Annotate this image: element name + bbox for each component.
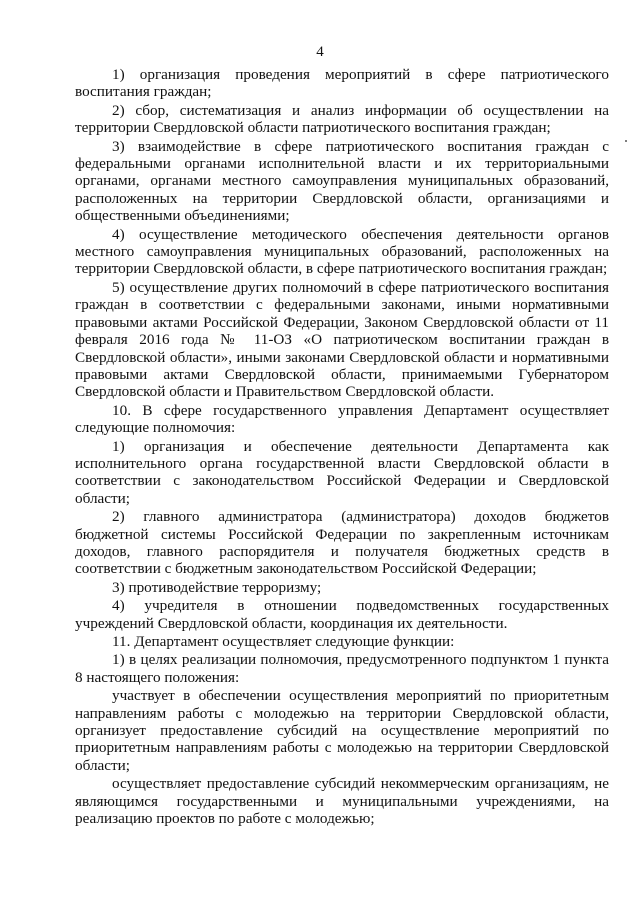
scan-speck	[625, 140, 627, 142]
paragraph-10: 10. В сфере государственного управления Департамент осуществляет следующие полномочия:	[75, 401, 609, 437]
paragraph-9-2: 2) сбор, систематизация и анализ информации об осуществлении на территории Свердловской области патриотического воспитания граждан;	[75, 101, 609, 137]
paragraph-11: 11. Департамент осуществляет следующие функции:	[112, 633, 455, 650]
document-body	[75, 66, 609, 827]
paragraph-10-4: 4) учредителя в отношении подведомственных государственных учреждений Свердловской области, координация их деятельности.	[75, 597, 609, 632]
paragraph-9-3: 3) взаимодействие в сфере патриотического воспитания граждан с федеральными органами исполнительной власти и их территориальными органами, органами местного самоуправления муниципальных образований, расположенных на территории Свердловской области, организациями и общественными объединениями;	[75, 137, 609, 225]
paragraph-11-1-a: участвует в обеспечении осуществления мероприятий по приоритетным направлениям работы с молодежью на территории Свердловской области, организует предоставление субсидий на осуществление мероприятий по приоритетным направлениям работы с молодежью на территории Свердловской области;	[75, 687, 609, 774]
paragraph-11-1-b: осуществляет предоставление субсидий некоммерческим организациям, не являющимся государственными и муниципальными учреждениями, на реализацию проектов по работе с молодежью;	[75, 775, 609, 828]
paragraph-9-5: 5) осуществление других полномочий в сфере патриотического воспитания граждан в соответствии с федеральными законами, иными нормативными правовыми актами Российской Федерации, Законом Свердловской области от 11 февраля 2016 года № 11-ОЗ «О патриотическом воспитании граждан в Свердловской области», иными законами Свердловской области и нормативными правовыми актами Свердловской области, принимаемыми Губернатором Свердловской области и Правительством Свердловской области.	[75, 278, 609, 401]
paragraph-11-1: 1) в целях реализации полномочия, предусмотренного подпунктом 1 пункта 8 настоящего положения:	[75, 651, 609, 686]
paragraph-10-3: 3) противодействие терроризму;	[112, 578, 322, 596]
paragraph-10-1: 1) организация и обеспечение деятельности Департамента как исполнительного органа государственной власти Свердловской области в соответствии с законодательством Российской Федерации и Свердловской области;	[75, 437, 609, 507]
paragraph-9-1: 1) организация проведения мероприятий в сфере патриотического воспитания граждан;	[75, 66, 609, 101]
page-number: 4	[316, 44, 324, 60]
paragraph-10-2: 2) главного администратора (администратора) доходов бюджетов бюджетной системы Российской Федерации по закрепленным источникам доходов, главного распорядителя и получателя бюджетных средств в соответствии с бюджетным законодательством Российской Федерации;	[75, 508, 609, 578]
paragraph-9-4: 4) осуществление методического обеспечения деятельности органов местного самоуправления муниципальных образований, расположенных на территории Свердловской области, в сфере патриотического воспитания граждан;	[75, 225, 609, 278]
